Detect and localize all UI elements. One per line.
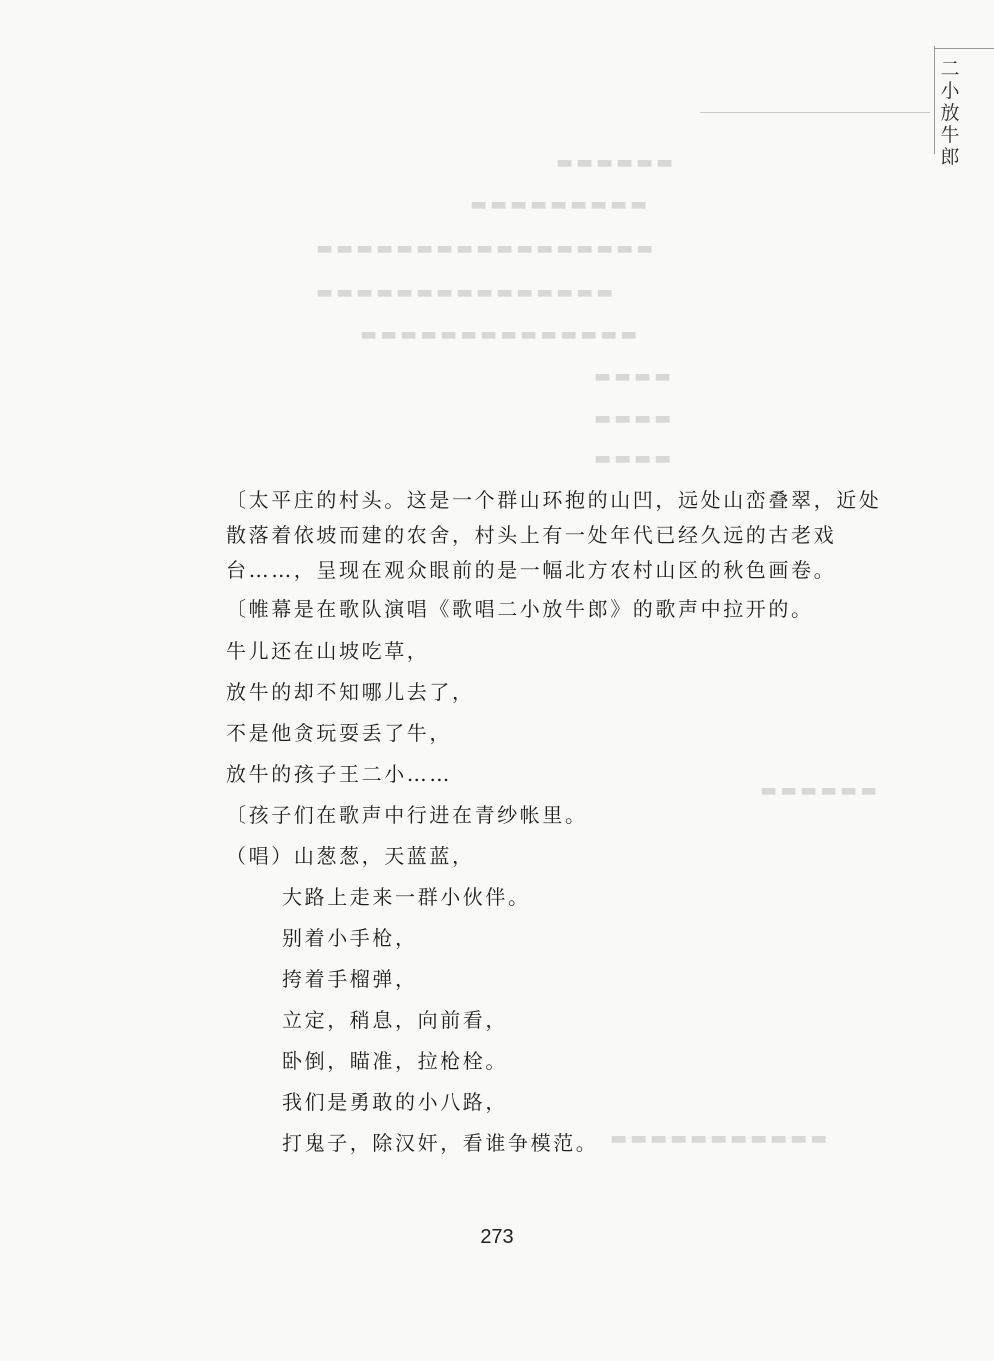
song-line: 不是他贪玩耍丢了牛， — [226, 721, 452, 745]
song-block — [226, 631, 886, 795]
body-text — [226, 483, 886, 1164]
song-line: 放牛的孩子王二小…… — [226, 762, 452, 786]
stage-direction-march: 〔孩子们在歌声中行进在青纱帐里。 — [226, 803, 588, 827]
book-page: ▬▬▬▬▬▬ ▬▬▬▬▬▬▬▬▬ ▬▬▬▬▬▬▬▬▬▬▬▬▬▬▬▬▬ ▬▬▬▬▬▬▬▬▬▬▬▬▬▬▬ ▬▬▬▬▬▬▬▬▬▬▬▬▬▬ ▬▬▬▬ ▬▬▬▬ ▬▬▬▬ ▬▬▬▬▬▬ ▬▬▬▬▬▬▬▬▬▬▬ 二小放牛郎 〔太平庄的村头。这是一个群山环抱的山凹，远处山峦叠翠，近处散落着依坡而建的农舍，村头上有一处年代已经久远的古老戏台……，呈现在观众眼前的是一幅北方农村山区的秋色画卷。 〔帷幕是在歌队演唱《歌唱二小放牛郎》的歌声中拉开的。 牛儿还在山坡吃草， 放牛的却不知哪儿去了， 不是他贪玩耍丢了牛， 放牛的孩子王二小…… 〔孩子们在歌声中行进在青纱帐里。 （唱）山葱葱，天蓝蓝， 大路上走来一群小伙伴。 别着小手枪， 挎着手榴弹， 立定，稍息，向前看， 卧倒，瞄准，拉枪栓。 我们是勇敢的小八路， 打鬼子，除汉奸，看谁争模范。 273 — [0, 0, 994, 1361]
song-line: 牛儿还在山坡吃草， — [226, 639, 430, 663]
chant-line — [226, 836, 886, 877]
chant-line-text: 山葱葱，天蓝蓝， — [293, 844, 475, 868]
chant-line: 卧倒，瞄准，拉枪栓。 — [282, 1049, 508, 1073]
chapter-side-title: 二小放牛郎 — [940, 58, 960, 168]
stage-direction-setting: 〔太平庄的村头。这是一个群山环抱的山凹，远处山峦叠翠，近处散落着依坡而建的农舍，村头上有一处年代已经久远的古老戏台……，呈现在观众眼前的是一幅北方农村山区的秋色画卷。 — [226, 488, 882, 582]
chant-line: 挎着手榴弹， — [282, 967, 418, 991]
page-number: 273 — [480, 1226, 514, 1248]
chant-block — [226, 836, 886, 1164]
chant-line: 立定，稍息，向前看， — [282, 1008, 508, 1032]
song-line: 放牛的却不知哪儿去了， — [226, 680, 475, 704]
header-rule — [700, 112, 930, 113]
chant-line: 打鬼子，除汉奸，看谁争模范。 — [282, 1131, 599, 1155]
chant-line: 别着小手枪， — [282, 926, 418, 950]
side-tab-rule-horizontal — [934, 48, 994, 49]
side-tab-rule-vertical — [934, 46, 935, 154]
singing-label: （唱） — [226, 844, 294, 868]
chant-line: 大路上走来一群小伙伴。 — [282, 885, 531, 909]
stage-direction-curtain: 〔帷幕是在歌队演唱《歌唱二小放牛郎》的歌声中拉开的。 — [226, 597, 814, 621]
chant-line: 我们是勇敢的小八路， — [282, 1090, 508, 1114]
